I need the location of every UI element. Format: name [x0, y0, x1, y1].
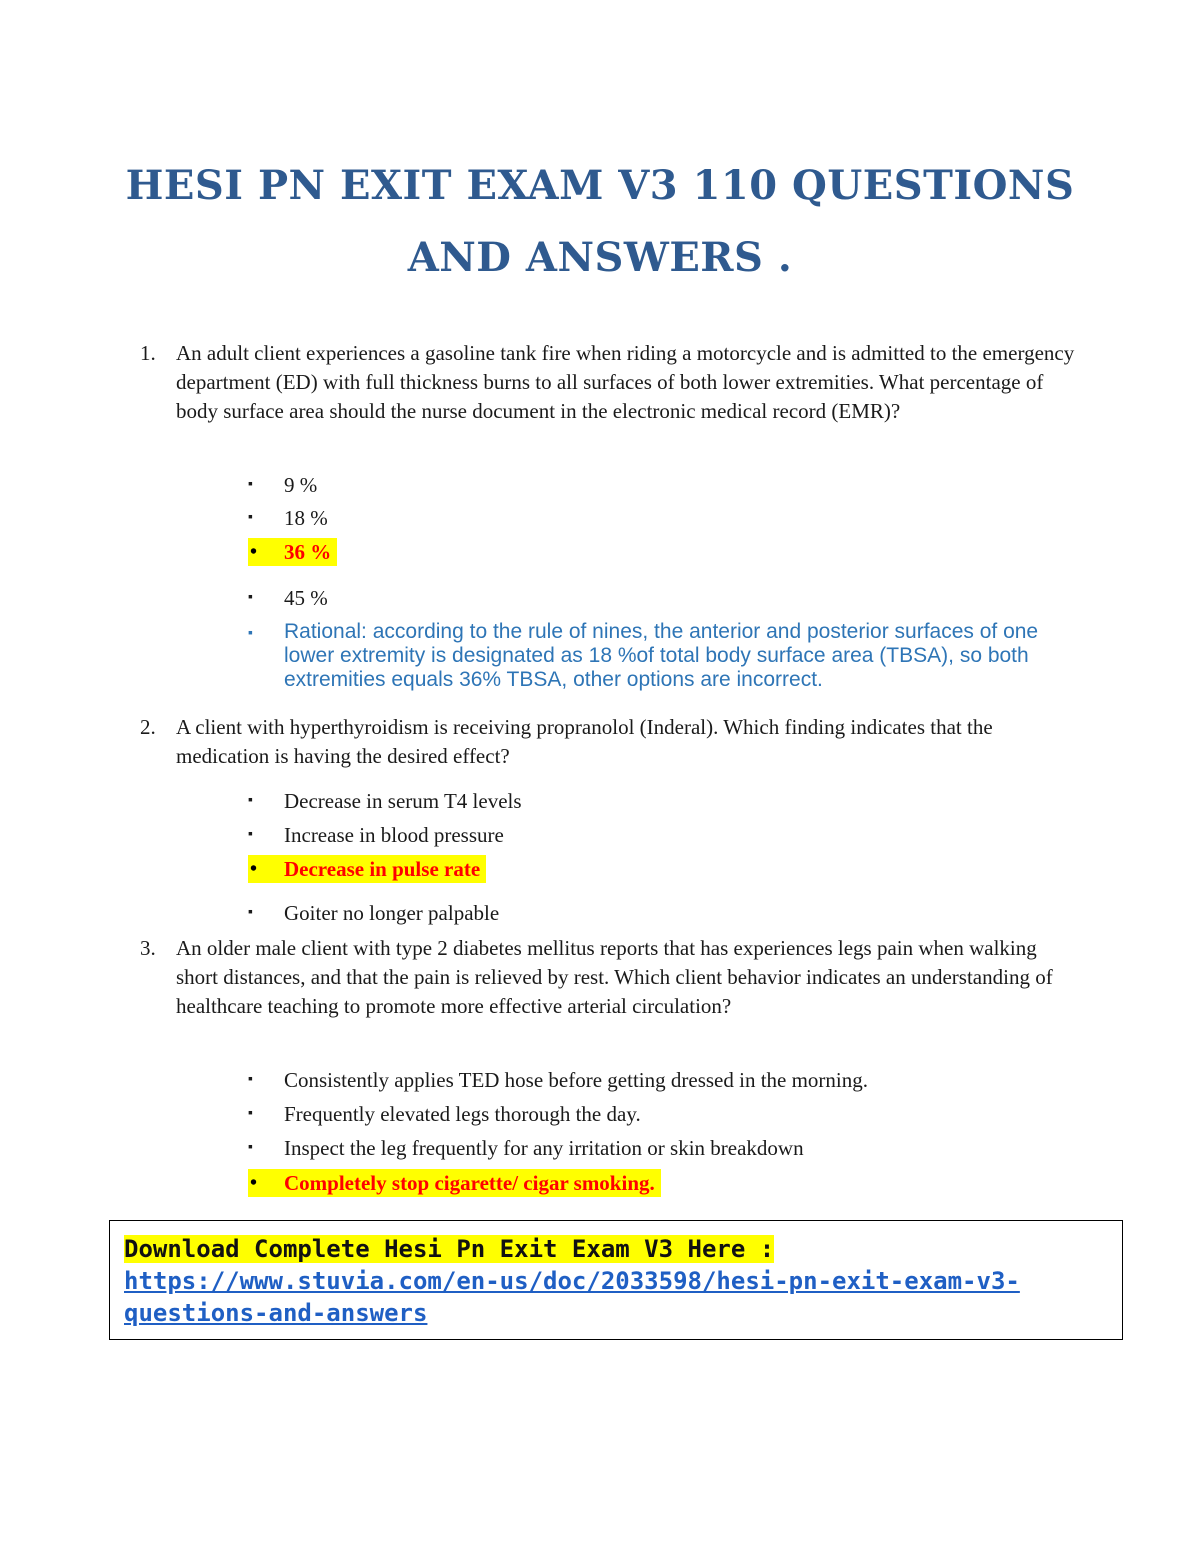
question-1: [140, 339, 1080, 426]
question-text: An adult client experiences a gasoline tank fire when riding a motorcycle and is admitted to the emergency department (ED) with full thickness burns to all surfaces of both lower extremities. What percentage of body surface area should the nurse document in the electronic medical record (EMR)?: [176, 341, 1075, 423]
bullet-icon: ▪: [248, 590, 253, 605]
bullet-icon: ▪: [248, 793, 253, 808]
option-q2-b: ▪ Increase in blood pressure: [248, 823, 504, 847]
bullet-icon: •: [250, 541, 258, 563]
bullet-icon: ▪: [248, 905, 253, 920]
title-line-2: AND ANSWERS .: [407, 234, 793, 281]
bullet-icon: •: [250, 858, 258, 880]
document-title: [60, 150, 1140, 294]
option-q2-d: ▪ Goiter no longer palpable: [248, 901, 500, 925]
option-q2-a: ▪ Decrease in serum T4 levels: [248, 789, 522, 813]
option-q1-d: ▪ 45 %: [248, 586, 328, 610]
bullet-icon: ▪: [248, 510, 253, 525]
bullet-icon: ▪: [248, 827, 253, 842]
question-number: 1.: [140, 341, 156, 365]
bullet-icon: ▪: [248, 1106, 253, 1121]
option-q3-a: ▪ Consistently applies TED hose before getting dressed in the morning.: [248, 1068, 869, 1092]
bullet-icon: ▪: [248, 624, 253, 640]
question-number: 2.: [140, 715, 156, 739]
bullet-icon: •: [250, 1172, 258, 1194]
option-q1-c-correct: • 36 %: [248, 538, 337, 566]
question-3: [140, 934, 1080, 1021]
option-q1-b: ▪ 18 %: [248, 506, 328, 530]
download-label: Download Complete Hesi Pn Exit Exam V3 Here :: [124, 1235, 775, 1263]
option-q2-c-correct: • Decrease in pulse rate: [248, 855, 486, 883]
bullet-icon: ▪: [248, 477, 253, 492]
download-link-line-2[interactable]: questions-and-answers: [124, 1299, 428, 1327]
question-2: [140, 713, 1080, 771]
rational-q1: ▪ Rational: according to the rule of nines, the anterior and posterior surfaces of one lower extremity is designated as 18 %of total body surface area (TBSA), so both extremities equals 36% TBSA, other options are incorrect.: [248, 620, 1039, 691]
option-q1-a: ▪ 9 %: [248, 473, 318, 497]
option-q3-d-correct: • Completely stop cigarette/ cigar smoking.: [248, 1169, 661, 1197]
bullet-icon: ▪: [248, 1140, 253, 1155]
download-link-line-1[interactable]: https://www.stuvia.com/en-us/doc/2033598/hesi-pn-exit-exam-v3-: [124, 1267, 1020, 1295]
option-q3-c: ▪ Inspect the leg frequently for any irritation or skin breakdown: [248, 1136, 804, 1160]
option-q3-b: ▪ Frequently elevated legs thorough the day.: [248, 1102, 641, 1126]
bullet-icon: ▪: [248, 1072, 253, 1087]
question-text: An older male client with type 2 diabetes mellitus reports that has experiences legs pain when walking short distances, and that the pain is relieved by rest. Which client behavior indicates an understanding of healthcare teaching to promote more effective arterial circulation?: [176, 936, 1053, 1018]
download-box: [109, 1220, 1123, 1340]
question-number: 3.: [140, 936, 156, 960]
question-text: A client with hyperthyroidism is receiving propranolol (Inderal). Which finding indicates that the medication is having the desired effect?: [176, 715, 993, 768]
title-line-1: HESI PN EXIT EXAM V3 110 QUESTIONS: [125, 162, 1075, 209]
